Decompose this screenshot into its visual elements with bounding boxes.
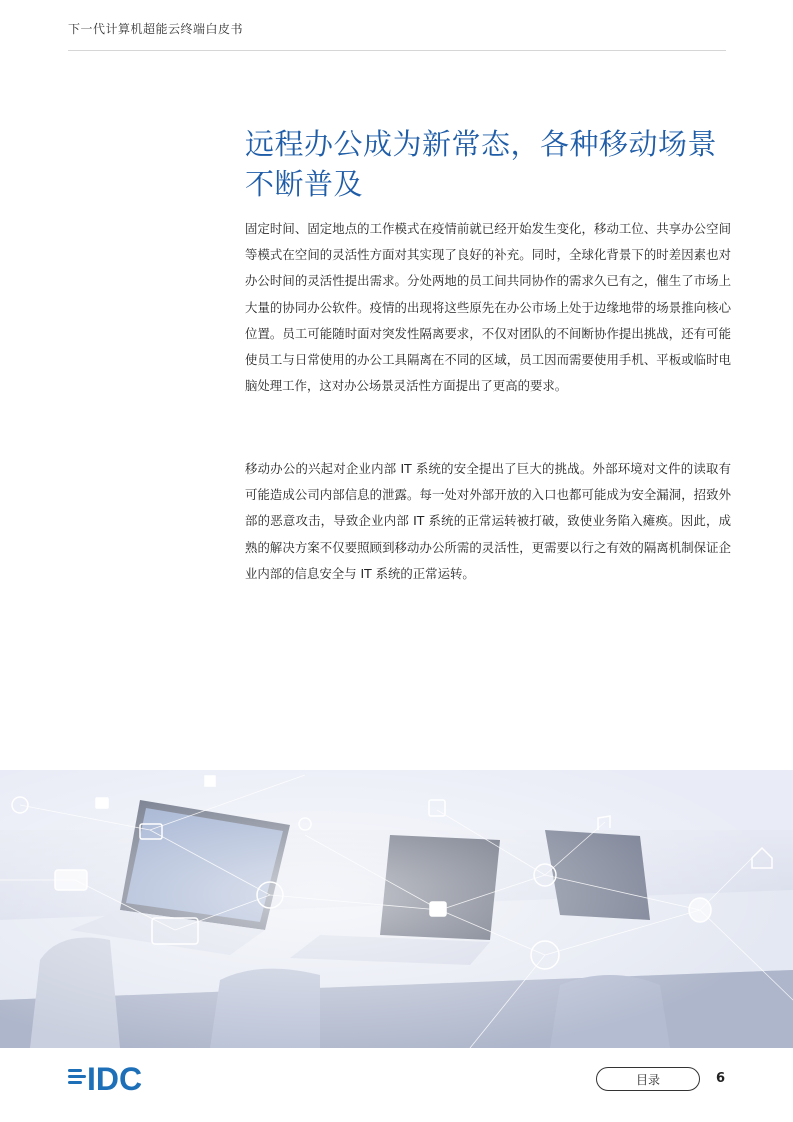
svg-text:IDC: IDC bbox=[87, 1061, 143, 1096]
paragraph-1: 固定时间、固定地点的工作模式在疫情前就已经开始发生变化，移动工位、共享办公空间等模式在空间的灵活性方面对其实现了良好的补充。同时，全球化背景下的时差因素也对办公时间的灵活性提出需求。分处两地的员工间共同协作的需求久已有之，催生了市场上大量的协同办公软件。疫情的出现将这些原先在办公市场上处于边缘地带的场景推向核心位置。员工可能随时面对突发性隔离要求，不仅对团队的不间断协作提出挑战，还有可能使员工与日常使用的办公工具隔离在不同的区域，员工因而需要使用手机、平板或临时电脑处理工作，这对办公场景灵活性方面提出了更高的要求。 bbox=[245, 221, 731, 394]
header-title: 下一代计算机超能云终端白皮书 bbox=[68, 22, 244, 36]
idc-logo bbox=[68, 1060, 168, 1096]
page-number: 6 bbox=[716, 1071, 726, 1086]
paragraph-2: 移动办公的兴起对企业内部 IT 系统的安全提出了巨大的挑战。外部环境对文件的读取有可能造成公司内部信息的泄露。每一处对外部开放的入口也都可能成为安全漏洞，招致外部的恶意攻击，导致企业内部 IT 系统的正常运转被打破，致使业务陷入瘫痪。因此，成熟的解决方案不仅要照顾到移动办公所需的灵活性，更需要以行之有效的隔离机制保证企业内部的信息安全与 IT 系统的正常运转。 bbox=[245, 461, 731, 581]
table-of-contents-button[interactable]: 目录 bbox=[596, 1067, 700, 1091]
office-network-banner-image bbox=[0, 770, 793, 1048]
header-divider bbox=[68, 50, 726, 51]
section-title: 远程办公成为新常态，各种移动场景不断普及 bbox=[245, 127, 718, 201]
